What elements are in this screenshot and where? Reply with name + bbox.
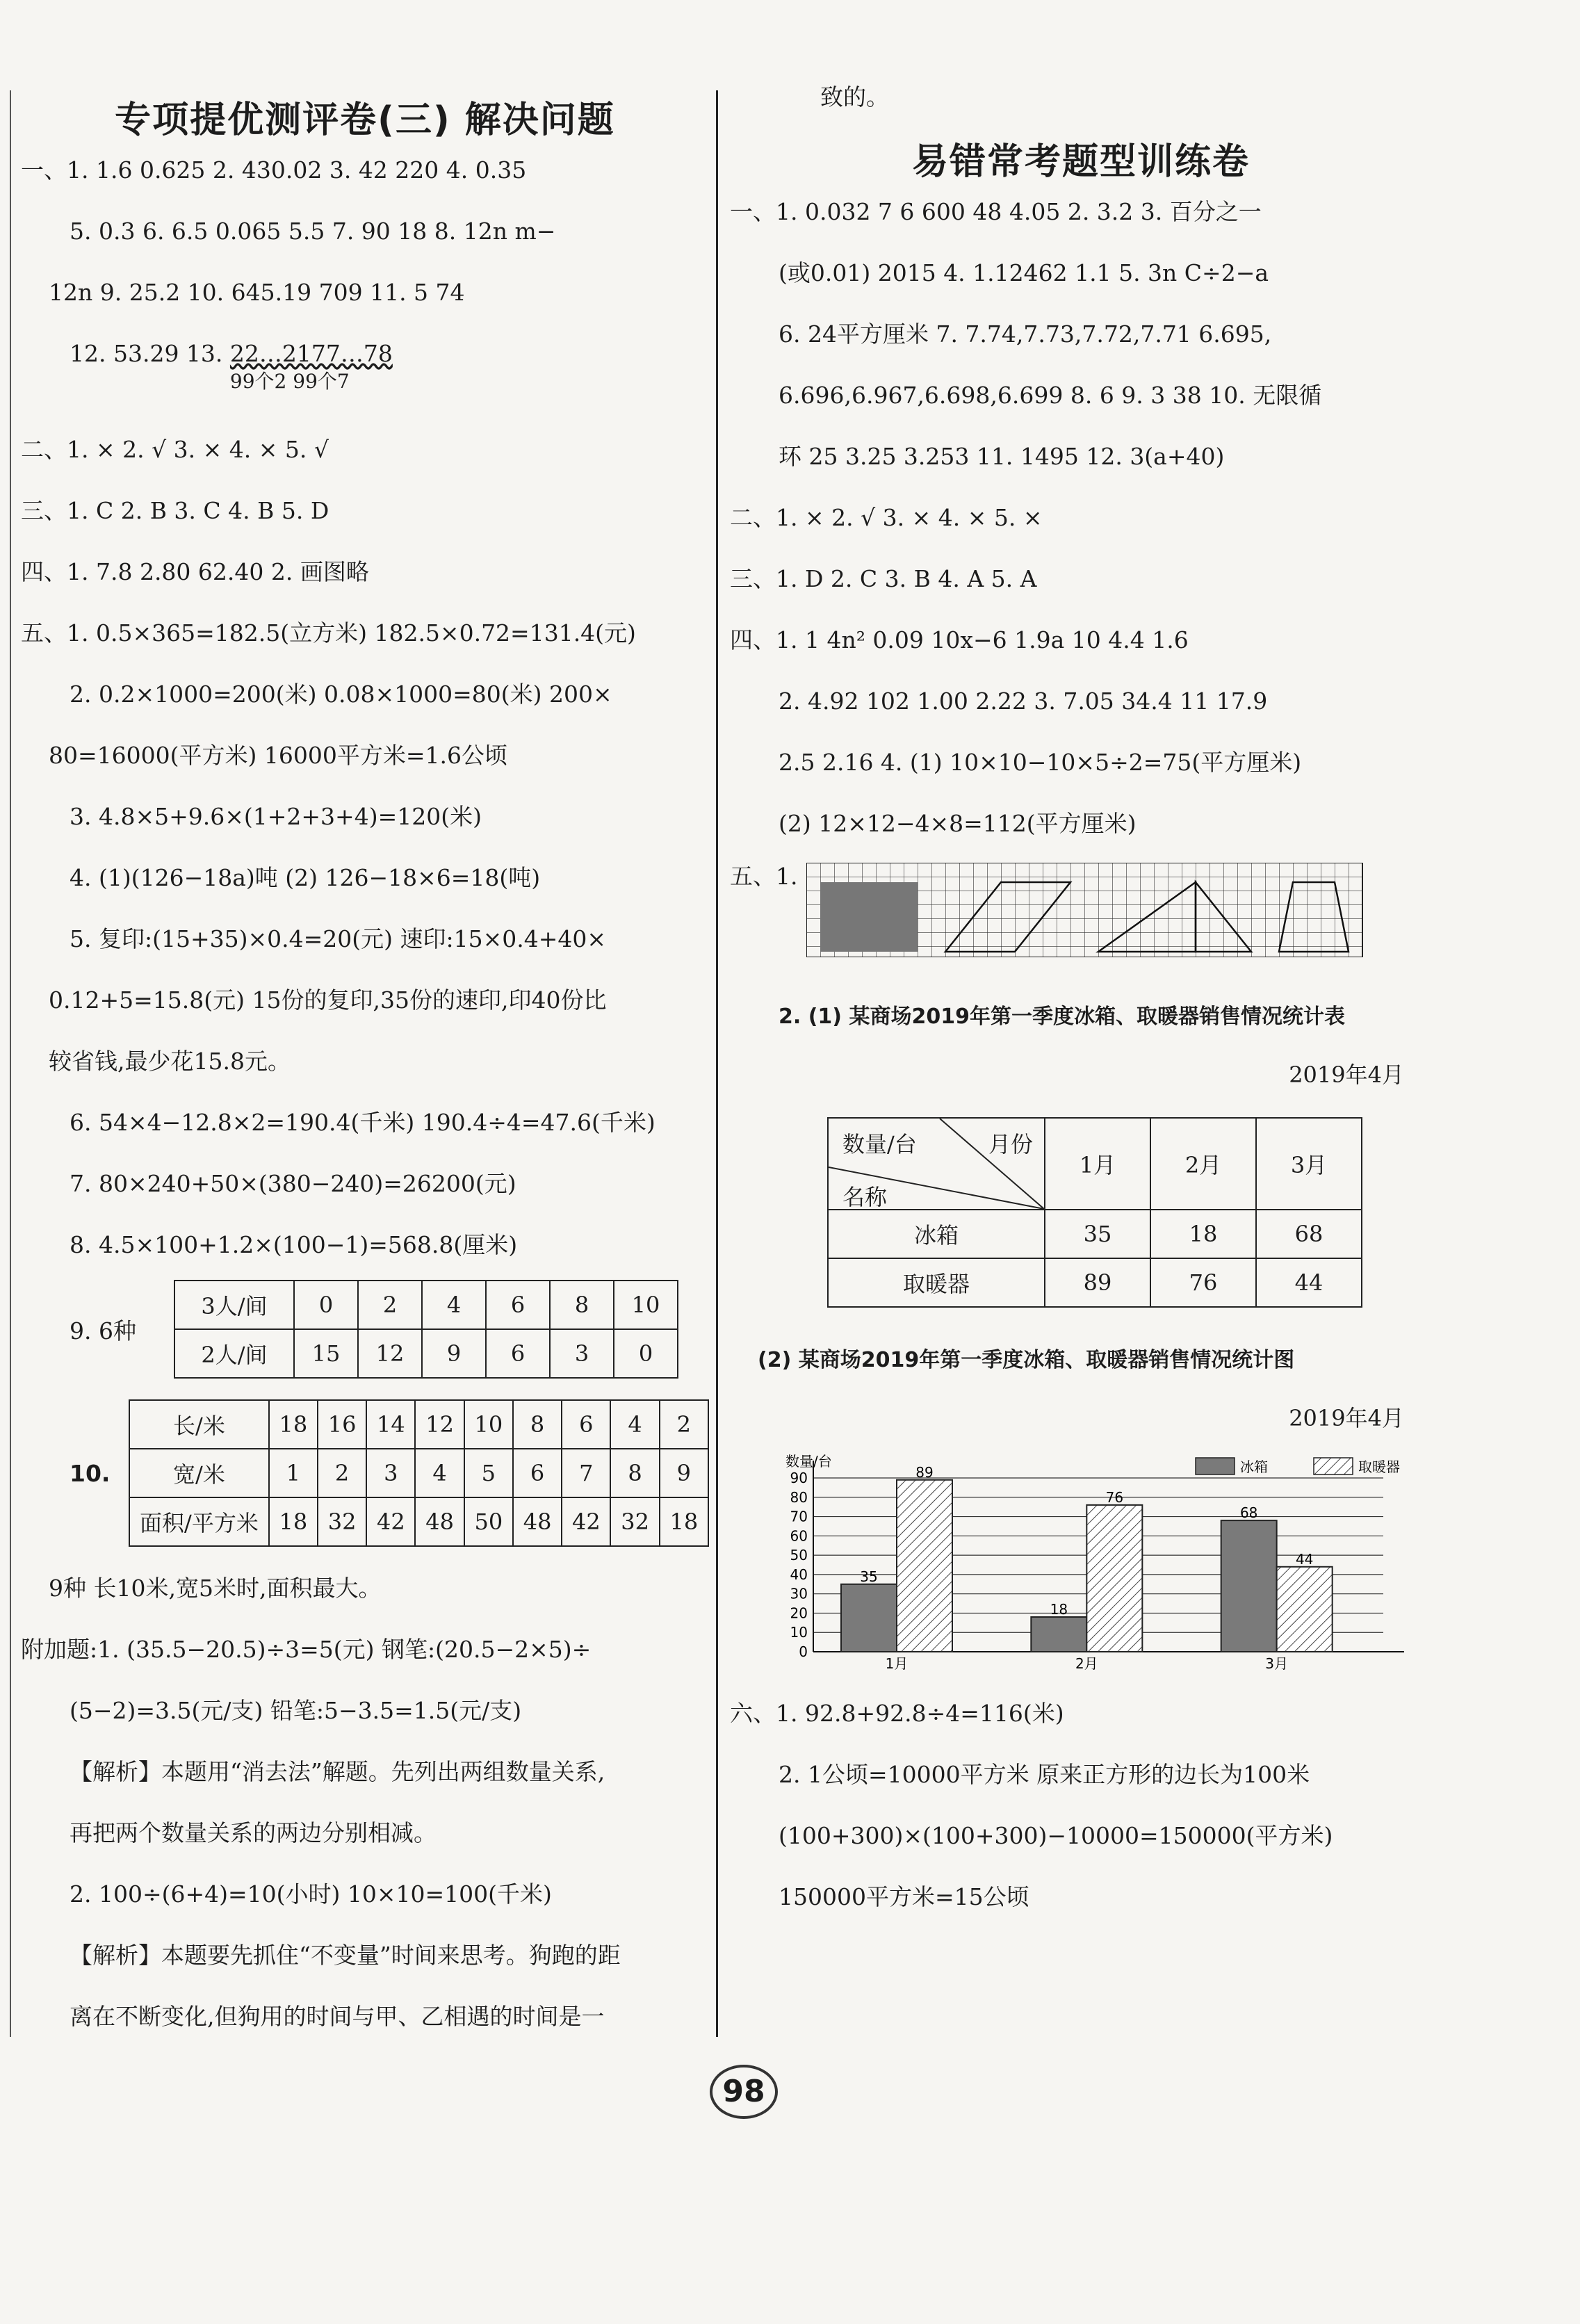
table-cell: 2 (318, 1449, 366, 1497)
x-tick-label: 2月 (1075, 1655, 1098, 1672)
bar-value-label: 89 (915, 1463, 934, 1481)
legend-label: 取暖器 (1358, 1458, 1400, 1475)
extra-line: 【解析】本题用“消去法”解题。先列出两组数量关系, (70, 1758, 605, 1785)
table-cell: 6 (562, 1400, 610, 1449)
table-cell: 89 (1045, 1258, 1150, 1307)
table-cell: 6 (486, 1329, 550, 1378)
table-cell: 8 (610, 1449, 659, 1497)
y-tick-label: 0 (799, 1643, 808, 1660)
answer-line: 三、1. D 2. C 3. B 4. A 5. A (730, 565, 1037, 592)
answer-line: (100+300)×(100+300)−10000=150000(平方米) (779, 1822, 1333, 1849)
table-cell: 18 (1150, 1210, 1256, 1258)
bar-冰箱 (841, 1584, 897, 1652)
bar-取暖器 (1086, 1505, 1142, 1652)
y-tick-label: 70 (790, 1508, 808, 1525)
table-cell: 2月 (1150, 1118, 1256, 1210)
right-title: 易错常考题型训练卷 (911, 141, 1250, 183)
answer-line: 4. (1)(126−18a)吨 (2) 126−18×6=18(吨) (70, 864, 541, 891)
extra-line: 附加题:1. (35.5−20.5)÷3=5(元) 钢笔:(20.5−2×5)÷ (21, 1636, 592, 1663)
table-row (129, 1400, 708, 1449)
answer-line: 8. 4.5×100+1.2×(100−1)=568.8(厘米) (70, 1231, 518, 1258)
diagonal-header (828, 1118, 1045, 1210)
table-cell: 4 (415, 1449, 464, 1497)
answer-line: 六、1. 92.8+92.8÷4=116(米) (730, 1700, 1064, 1727)
table-cell: 18 (269, 1400, 318, 1449)
legend-label: 冰箱 (1240, 1458, 1268, 1475)
table-row (174, 1329, 678, 1378)
q12-prefix: 12. 53.29 13. (70, 340, 230, 367)
table-cell: 12 (358, 1329, 422, 1378)
repeating-digits-top: 22…2177…78 (229, 340, 393, 367)
table-cell: 6 (513, 1449, 562, 1497)
extra-line: (5−2)=3.5(元/支) 铅笔:5−3.5=1.5(元/支) (70, 1697, 522, 1724)
filled-rectangle (820, 882, 918, 952)
table-cell: 12 (415, 1400, 464, 1449)
answer-line: 较省钱,最少花15.8元。 (49, 1048, 291, 1075)
answer-line: 6. 54×4−12.8×2=190.4(千米) 190.4÷4=47.6(千米) (70, 1109, 655, 1136)
answer-line: 3. 4.8×5+9.6×(1+2+3+4)=120(米) (70, 803, 482, 830)
answer-line: 12n 9. 25.2 10. 645.19 709 11. 5 74 (49, 279, 465, 306)
left-border (10, 90, 11, 2037)
q5-grid-block (730, 863, 1432, 957)
table-cell: 0 (294, 1281, 358, 1329)
q10-label: 10. (70, 1459, 111, 1487)
table-cell: 4 (610, 1400, 659, 1449)
table-row (828, 1258, 1362, 1307)
y-tick-label: 60 (790, 1527, 808, 1545)
header-quantity: 数量/台 (842, 1131, 917, 1157)
table-cell: 1月 (1045, 1118, 1150, 1210)
answer-line: 0.12+5=15.8(元) 15份的复印,35份的速印,印40份比 (49, 986, 607, 1014)
q10-block (70, 1399, 709, 1547)
table-cell: 面积/平方米 (129, 1497, 269, 1546)
table-cell: 14 (366, 1400, 415, 1449)
continued-text: 致的。 (820, 83, 889, 111)
y-axis-label: 数量/台 (785, 1454, 832, 1470)
answer-line: 5. 0.3 6. 6.5 0.065 5.5 7. 90 18 8. 12n m− (70, 218, 556, 245)
table-cell: 5 (464, 1449, 513, 1497)
bar-value-label: 68 (1239, 1504, 1258, 1522)
left-title: 专项提优测评卷(三) 解决问题 (115, 99, 615, 141)
extra-line: 离在不断变化,但狗用的时间与甲、乙相遇的时间是一 (70, 2003, 605, 2030)
answer-line: 7. 80×240+50×(380−240)=26200(元) (70, 1170, 516, 1197)
bar-value-label: 35 (860, 1568, 878, 1585)
page-number (702, 2065, 785, 2119)
answer-line: 一、1. 0.032 7 6 600 48 4.05 2. 3.2 3. 百分之一 (730, 198, 1262, 225)
y-tick-label: 50 (790, 1547, 808, 1564)
table-cell: 32 (318, 1497, 366, 1546)
answer-line: 一、1. 1.6 0.625 2. 430.02 3. 42 220 4. 0.35 (21, 156, 527, 184)
bar-取暖器 (897, 1480, 952, 1652)
chart-caption: (2) 某商场2019年第一季度冰箱、取暖器销售情况统计图 (758, 1348, 1295, 1372)
answer-line: 6.696,6.967,6.698,6.699 8. 6 9. 3 38 10. 无限循 (779, 382, 1322, 409)
left-column (21, 83, 709, 2064)
page-number-value: 98 (710, 2065, 778, 2119)
answer-line: 6. 24平方厘米 7. 7.74,7.73,7.72,7.71 6.695, (779, 320, 1272, 348)
repeating-digits-under: 99个2 99个7 (229, 370, 350, 393)
bar-value-label: 76 (1105, 1488, 1124, 1506)
table-cell: 3人/间 (174, 1281, 294, 1329)
table-cell: 9 (660, 1449, 708, 1497)
answer-line: 四、1. 7.8 2.80 62.40 2. 画图略 (21, 558, 369, 585)
table-cell: 50 (464, 1497, 513, 1546)
table-cell: 4 (422, 1281, 486, 1329)
table-cell: 3 (366, 1449, 415, 1497)
bar-冰箱 (1031, 1617, 1086, 1652)
table-cell: 9 (422, 1329, 486, 1378)
right-column (730, 83, 1432, 1944)
table-cell: 15 (294, 1329, 358, 1378)
q9-label: 9. 6种 (70, 1317, 136, 1344)
y-tick-label: 90 (790, 1470, 808, 1486)
y-tick-label: 80 (790, 1488, 808, 1506)
answer-line: 150000平方米=15公顷 (779, 1883, 1029, 1910)
table-caption: 2. (1) 某商场2019年第一季度冰箱、取暖器销售情况统计表 (779, 1005, 1345, 1029)
q5-label: 五、1. (730, 863, 798, 890)
answer-line: 80=16000(平方米) 16000平方米=1.6公顷 (49, 742, 507, 769)
column-divider (716, 90, 718, 2037)
table-row (828, 1210, 1362, 1258)
extra-line: 再把两个数量关系的两边分别相减。 (70, 1819, 437, 1846)
answer-line: 2. 1公顷=10000平方米 原来正方形的边长为100米 (779, 1761, 1310, 1788)
table-cell: 3 (550, 1329, 614, 1378)
table-cell: 35 (1045, 1210, 1150, 1258)
table-cell: 8 (513, 1400, 562, 1449)
table-cell: 18 (269, 1497, 318, 1546)
answer-line: 2.5 2.16 4. (1) 10×10−10×5÷2=75(平方厘米) (779, 749, 1302, 776)
legend-swatch (1196, 1458, 1235, 1474)
answer-line: 二、1. × 2. √ 3. × 4. × 5. × (730, 504, 1043, 531)
answer-line: (或0.01) 2015 4. 1.12462 1.1 5. 3n C÷2−a (779, 259, 1269, 286)
table-cell: 1 (269, 1449, 318, 1497)
bar-冰箱 (1221, 1520, 1277, 1652)
table-cell: 0 (614, 1329, 678, 1378)
y-tick-label: 20 (790, 1604, 808, 1622)
table-cell: 10 (464, 1400, 513, 1449)
y-tick-label: 10 (790, 1624, 808, 1641)
bar-value-label: 44 (1295, 1550, 1314, 1568)
table-cell: 42 (366, 1497, 415, 1546)
bar-value-label: 18 (1050, 1601, 1068, 1618)
table-cell: 76 (1150, 1258, 1256, 1307)
answer-line: 二、1. × 2. √ 3. × 4. × 5. √ (21, 436, 329, 463)
table-cell: 10 (614, 1281, 678, 1329)
y-tick-label: 30 (790, 1585, 808, 1602)
table-row (129, 1449, 708, 1497)
answer-line: 2. 4.92 102 1.00 2.22 3. 7.05 34.4 11 17.9 (779, 688, 1268, 715)
answer-line: 三、1. C 2. B 3. C 4. B 5. D (21, 497, 329, 524)
table-cell: 42 (562, 1497, 610, 1546)
bar-chart (765, 1454, 1432, 1676)
answer-line: 环 25 3.25 3.253 11. 1495 12. 3(a+40) (779, 443, 1225, 470)
extra-line: 【解析】本题要先抓住“不变量”时间来思考。狗跑的距 (70, 1942, 621, 1969)
answer-line: 五、1. 0.5×365=182.5(立方米) 182.5×0.72=131.4(元) (21, 619, 636, 647)
table-cell: 8 (550, 1281, 614, 1329)
answer-line: 9种 长10米,宽5米时,面积最大。 (49, 1575, 382, 1602)
table-cell: 长/米 (129, 1400, 269, 1449)
header-month: 月份 (988, 1131, 1034, 1157)
table-cell: 32 (610, 1497, 659, 1546)
answer-line-q12 (21, 340, 709, 403)
extra-line: 2. 100÷(6+4)=10(小时) 10×10=100(千米) (70, 1880, 552, 1908)
shapes-grid (806, 863, 1376, 957)
header-name: 名称 (842, 1184, 888, 1210)
y-tick-label: 40 (790, 1566, 808, 1583)
table-cell: 取暖器 (828, 1258, 1045, 1307)
table-row (828, 1118, 1362, 1210)
table-cell: 宽/米 (129, 1449, 269, 1497)
answer-line: 2. 0.2×1000=200(米) 0.08×1000=80(米) 200× (70, 681, 612, 708)
table-cell: 44 (1256, 1258, 1362, 1307)
table-cell: 16 (318, 1400, 366, 1449)
legend-swatch (1314, 1458, 1353, 1474)
q10-table (129, 1399, 709, 1547)
table-cell: 48 (513, 1497, 562, 1546)
answer-line: (2) 12×12−4×8=112(平方厘米) (779, 810, 1137, 837)
table-cell: 冰箱 (828, 1210, 1045, 1258)
stat-table (827, 1117, 1362, 1308)
table-cell: 6 (486, 1281, 550, 1329)
x-tick-label: 1月 (885, 1655, 909, 1672)
table-cell: 2 (358, 1281, 422, 1329)
chart-date: 2019年4月 (1289, 1405, 1404, 1431)
answer-line: 5. 复印:(15+35)×0.4=20(元) 速印:15×0.4+40× (70, 925, 607, 952)
table-cell: 3月 (1256, 1118, 1362, 1210)
x-tick-label: 3月 (1265, 1655, 1289, 1672)
table-cell: 18 (660, 1497, 708, 1546)
table-row (129, 1497, 708, 1546)
table-cell: 68 (1256, 1210, 1362, 1258)
table-cell: 2 (660, 1400, 708, 1449)
q9-table (174, 1280, 678, 1379)
table-cell: 7 (562, 1449, 610, 1497)
table-row (174, 1281, 678, 1329)
table-date: 2019年4月 (1289, 1062, 1404, 1088)
answer-line: 四、1. 1 4n² 0.09 10x−6 1.9a 10 4.4 1.6 (730, 626, 1189, 653)
table-cell: 2人/间 (174, 1329, 294, 1378)
q9-block (70, 1280, 709, 1379)
repeating-digits (229, 340, 393, 393)
table-cell: 48 (415, 1497, 464, 1546)
bar-取暖器 (1277, 1567, 1333, 1652)
